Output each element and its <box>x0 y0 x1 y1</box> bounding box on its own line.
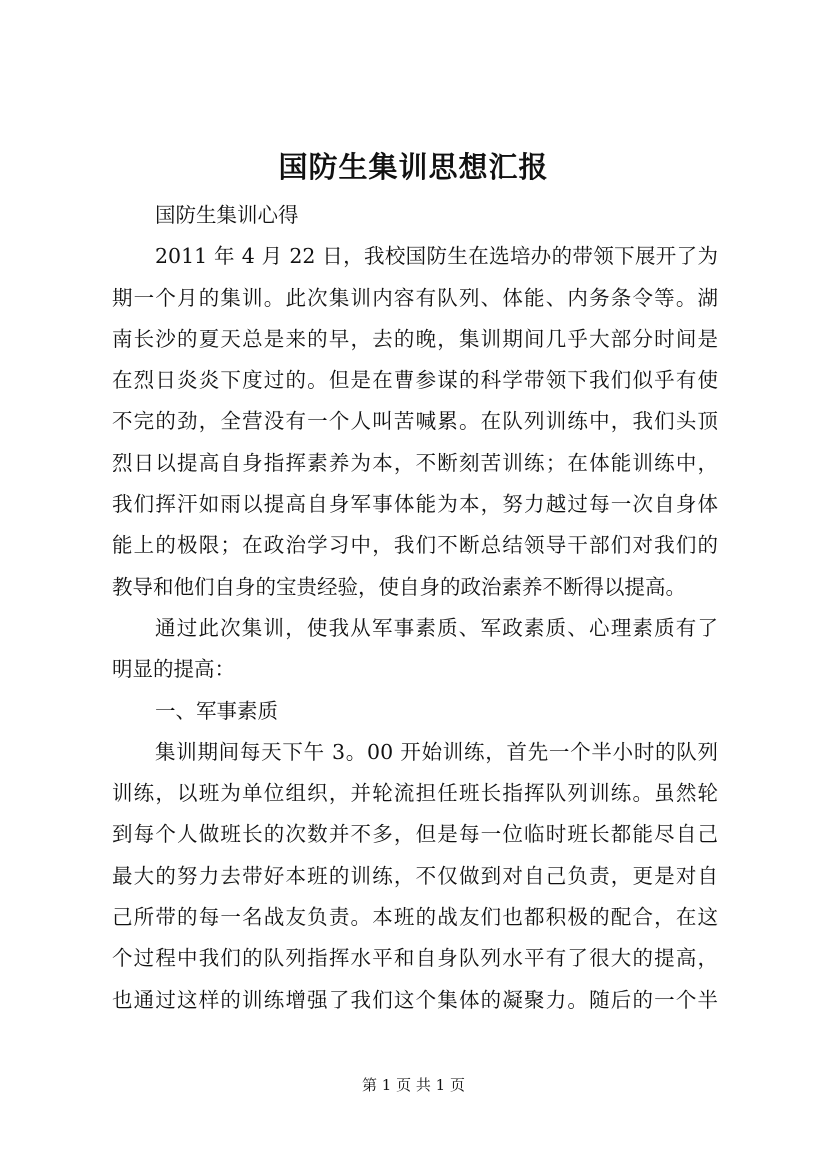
body-line: 烈日以提高自身指挥素养为本，不断刻苦训练；在体能训练中， <box>112 450 718 475</box>
body-line: 明显的提高： <box>112 657 235 682</box>
body-line: 能上的极限；在政治学习中，我们不断总结领导干部们对我们的 <box>112 533 718 558</box>
body-line: 一、军事素质 <box>155 698 278 723</box>
body-line: 最大的努力去带好本班的训练，不仅做到对自己负责，更是对自 <box>112 863 718 888</box>
document-body <box>112 195 718 1021</box>
body-line: 到每个人做班长的次数并不多，但是每一位临时班长都能尽自己 <box>112 822 718 847</box>
body-line: 己所带的每一名战友负责。本班的战友们也都积极的配合，在这 <box>112 905 718 930</box>
body-line: 教导和他们自身的宝贵经验，使自身的政治素养不断得以提高。 <box>112 574 686 599</box>
body-line: 通过此次集训，使我从军事素质、军政素质、心理素质有了 <box>155 615 718 640</box>
body-line: 2011 年 4 月 22 日，我校国防生在选培办的带领下展开了为 <box>155 244 718 269</box>
page-footer: 第 1 页 共 1 页 <box>362 1076 465 1094</box>
body-line: 国防生集训心得 <box>155 203 299 227</box>
body-line: 期一个月的集训。此次集训内容有队列、体能、内务条令等。湖 <box>112 285 718 310</box>
body-line: 我们挥汗如雨以提高自身军事体能为本，努力越过每一次自身体 <box>112 492 718 517</box>
body-line: 也通过这样的训练增强了我们这个集体的凝聚力。随后的一个半 <box>112 987 718 1012</box>
body-line: 集训期间每天下午 3。00 开始训练，首先一个半小时的队列 <box>155 739 718 764</box>
body-line: 不完的劲，全营没有一个人叫苦喊累。在队列训练中，我们头顶 <box>112 409 718 434</box>
document-title: 国防生集训思想汇报 <box>278 150 549 184</box>
body-line: 个过程中我们的队列指挥水平和自身队列水平有了很大的提高， <box>112 946 718 971</box>
body-line: 南长沙的夏天总是来的早，去的晚，集训期间几乎大部分时间是 <box>112 326 718 351</box>
body-line: 训练，以班为单位组织，并轮流担任班长指挥队列训练。虽然轮 <box>112 781 718 806</box>
body-line: 在烈日炎炎下度过的。但是在曹参谋的科学带领下我们似乎有使 <box>112 368 718 393</box>
